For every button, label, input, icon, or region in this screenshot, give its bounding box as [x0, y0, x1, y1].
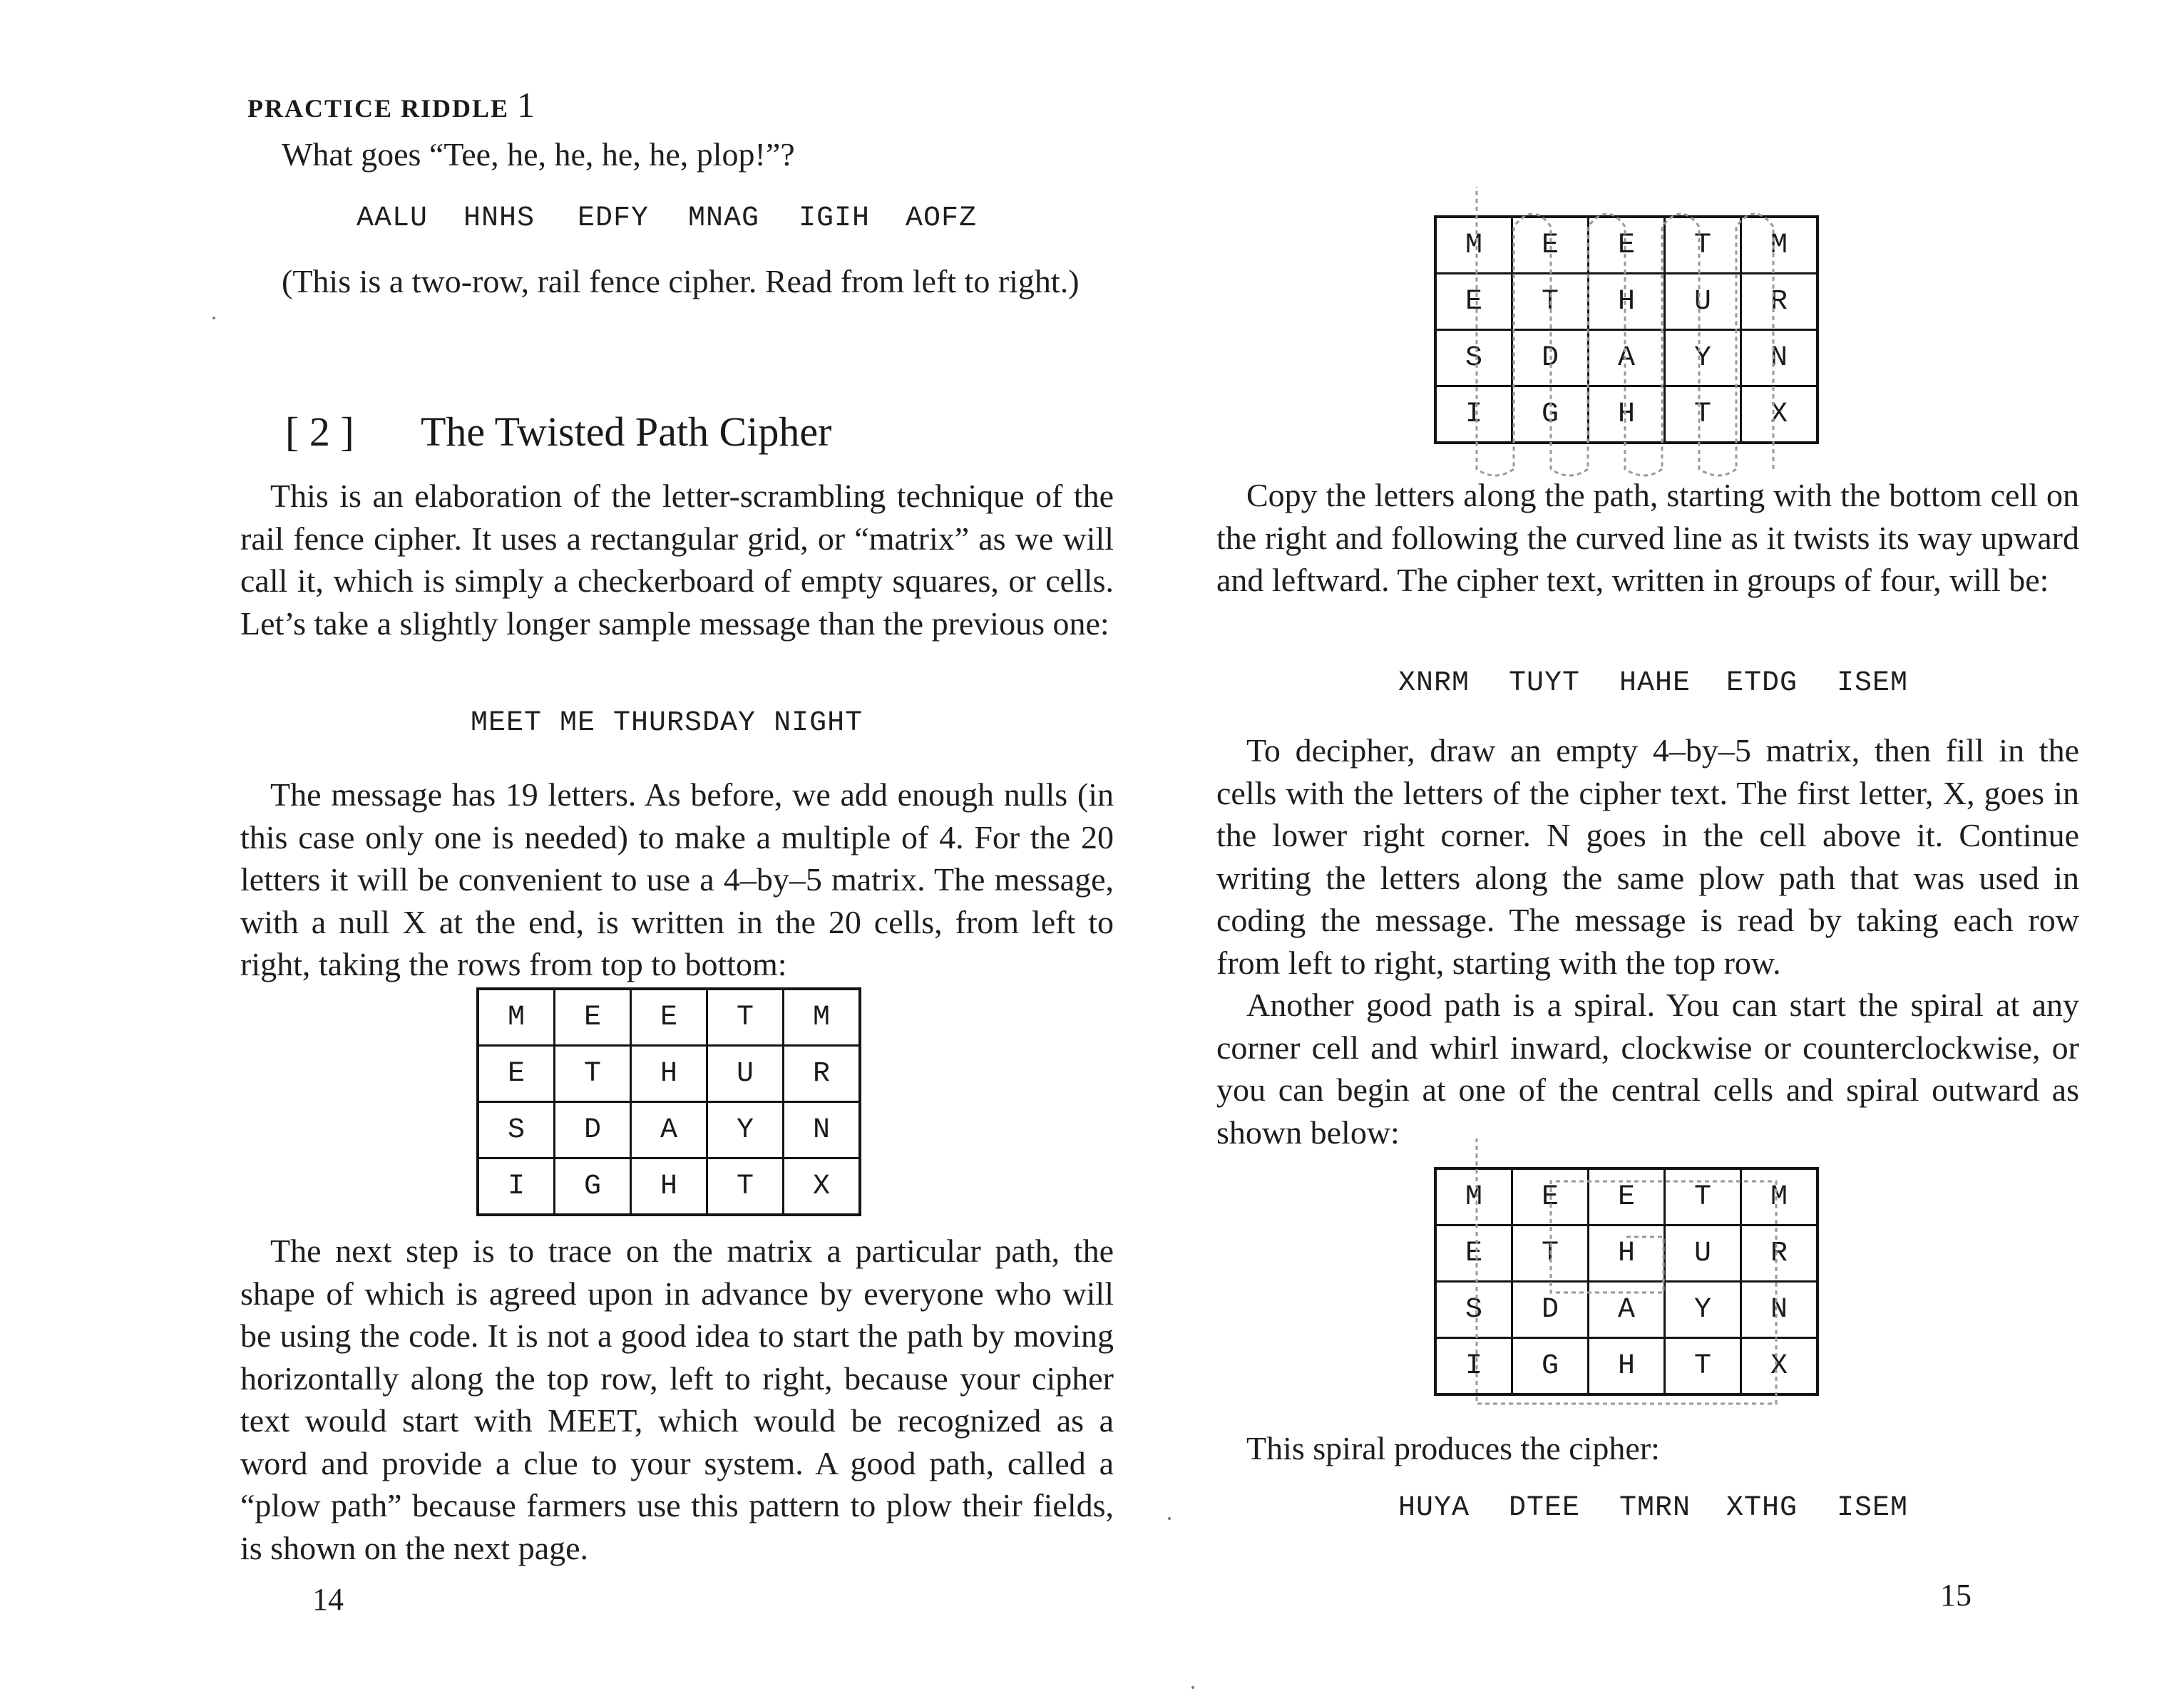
matrix-cell: T — [1512, 1225, 1589, 1282]
matrix-cell: Y — [1665, 1282, 1741, 1338]
matrix-cell: Y — [707, 1102, 784, 1158]
matrix-row — [478, 1102, 860, 1158]
matrix-cell: M — [784, 989, 861, 1046]
spiral-cipher-groups — [1398, 1492, 1908, 1524]
matrix-cell: H — [631, 1046, 707, 1102]
cipher-group: TUYT — [1509, 667, 1581, 699]
paragraph-text: Another good path is a spiral. You can start the spiral at any corner cell and whirl inward, clockwise or counterclockwise, or you can begin at one of the central cells and spiral outward as shown below: — [1216, 987, 2079, 1151]
matrix-cell: N — [1741, 1282, 1818, 1338]
matrix-cell: X — [1741, 1338, 1818, 1395]
matrix-cell: E — [1512, 217, 1589, 274]
scan-speck — [212, 317, 215, 319]
matrix-cell: A — [631, 1102, 707, 1158]
right-page — [1092, 0, 2184, 1701]
matrix-cell: E — [1512, 1168, 1589, 1225]
matrix-cell: D — [1512, 1282, 1589, 1338]
riddle-question — [282, 133, 1123, 176]
paragraph-text: The next step is to trace on the matrix a particular path, the shape of which is agreed upon in advance by everyone who will be using the code. It is not a good idea to start the path by moving horizontally along the top row, left to right, because your cipher text would start with MEET, which would be recognized as a word and provide a clue to your system. A good path, called a “plow path” because farmers use this pattern to plow their fields, is shown on the next page. — [240, 1233, 1114, 1566]
practice-riddle-heading — [247, 84, 536, 125]
paragraph-text: This is an elaboration of the letter-scrambling technique of the rail fence cipher. It uses a rectangular grid, or “matrix” as we will call it, which is simply a checkerboard of empty squares, or cells. Let’s take a slightly longer sample message than the previous one: — [240, 478, 1114, 642]
matrix-row — [1435, 386, 1818, 443]
cipher-group: AALU — [357, 202, 429, 235]
riddle-cipher-groups — [357, 202, 977, 235]
cipher-group: IGIH — [799, 202, 871, 235]
paragraph-text: Copy the letters along the path, starting with the bottom cell on the right and following the curved line as it twists its way upward and leftward. The cipher text, written in groups of four, will be: — [1216, 477, 2079, 598]
matrix-cell: E — [1589, 1168, 1665, 1225]
cipher-group: DTEE — [1509, 1492, 1581, 1524]
matrix-cell: E — [478, 1046, 555, 1102]
paragraph-text: This spiral produces the cipher: — [1246, 1430, 1660, 1466]
paragraph — [1216, 474, 2079, 602]
matrix-cell: S — [1435, 330, 1512, 386]
cipher-group: XTHG — [1726, 1492, 1798, 1524]
riddle-hint — [282, 260, 1123, 303]
cipher-group: HNHS — [463, 202, 535, 235]
matrix-cell: T — [1665, 386, 1741, 443]
matrix-cell: T — [1665, 217, 1741, 274]
cipher-group: AOFZ — [906, 202, 978, 235]
paragraph — [240, 1230, 1114, 1569]
matrix-row — [478, 1046, 860, 1102]
message-matrix — [476, 987, 861, 1216]
matrix-cell: H — [1589, 386, 1665, 443]
matrix-cell: D — [555, 1102, 631, 1158]
matrix-cell: H — [1589, 1225, 1665, 1282]
matrix-row — [478, 1158, 860, 1216]
matrix-cell: R — [784, 1046, 861, 1102]
matrix-row — [1435, 330, 1818, 386]
scan-speck — [1191, 1686, 1194, 1689]
matrix-cell: N — [784, 1102, 861, 1158]
cipher-group: TMRN — [1619, 1492, 1691, 1524]
matrix-cell: M — [1741, 217, 1818, 274]
cipher-group: ISEM — [1837, 1492, 1909, 1524]
paragraph-text: To decipher, draw an empty 4–by–5 matrix, then fill in the cells with the letters of the cipher text. The first letter, X, goes in the lower right corner. N goes in the cell above it. Continue writing the letters along the same plow path that was used in coding the message. The message is read by taking each row from left to right, starting with the top row. — [1216, 732, 2079, 981]
matrix-cell: X — [784, 1158, 861, 1216]
matrix-cell: T — [1665, 1338, 1741, 1395]
page-number: 15 — [1940, 1578, 1972, 1613]
matrix-cell: S — [1435, 1282, 1512, 1338]
plow-cipher-groups — [1398, 667, 1908, 699]
plow-path-matrix — [1434, 215, 1819, 444]
matrix-cell: T — [1512, 274, 1589, 330]
matrix-cell: T — [707, 1158, 784, 1216]
spiral-path-matrix — [1434, 1167, 1819, 1396]
matrix-row — [1435, 1168, 1818, 1225]
matrix-cell: S — [478, 1102, 555, 1158]
matrix-cell: E — [1589, 217, 1665, 274]
riddle-hint-text: (This is a two-row, rail fence cipher. Read from left to right.) — [282, 263, 1080, 299]
matrix-cell: H — [1589, 1338, 1665, 1395]
matrix-cell: I — [478, 1158, 555, 1216]
riddle-number: 1 — [517, 85, 537, 125]
cipher-group: HAHE — [1619, 667, 1691, 699]
matrix-cell: U — [707, 1046, 784, 1102]
matrix-cell: H — [1589, 274, 1665, 330]
matrix-cell: M — [1741, 1168, 1818, 1225]
matrix-cell: R — [1741, 274, 1818, 330]
paragraph — [1216, 729, 2079, 1153]
matrix-row — [1435, 274, 1818, 330]
cipher-group: MNAG — [688, 202, 760, 235]
section-heading — [285, 408, 831, 456]
matrix-cell: E — [555, 989, 631, 1046]
matrix-cell: M — [1435, 1168, 1512, 1225]
cipher-group: ISEM — [1837, 667, 1909, 699]
matrix-row — [478, 989, 860, 1046]
matrix-cell: I — [1435, 386, 1512, 443]
matrix-row — [1435, 1338, 1818, 1395]
cipher-group: ETDG — [1726, 667, 1798, 699]
matrix-cell: D — [1512, 330, 1589, 386]
matrix-cell: E — [1435, 1225, 1512, 1282]
matrix-cell: T — [707, 989, 784, 1046]
paragraph — [1216, 1427, 2079, 1470]
matrix-cell: X — [1741, 386, 1818, 443]
matrix-cell: I — [1435, 1338, 1512, 1395]
matrix-cell: U — [1665, 1225, 1741, 1282]
riddle-question-text: What goes “Tee, he, he, he, he, plop!”? — [282, 136, 795, 173]
matrix-cell: T — [1665, 1168, 1741, 1225]
matrix-cell: Y — [1665, 330, 1741, 386]
matrix-cell: H — [631, 1158, 707, 1216]
matrix-cell: U — [1665, 274, 1741, 330]
matrix-cell: E — [1435, 274, 1512, 330]
matrix-cell: A — [1589, 330, 1665, 386]
paragraph — [240, 774, 1114, 986]
matrix-cell: M — [1435, 217, 1512, 274]
matrix-cell: M — [478, 989, 555, 1046]
matrix-row — [1435, 217, 1818, 274]
cipher-group: XNRM — [1398, 667, 1470, 699]
page-number: 14 — [312, 1582, 344, 1617]
paragraph-text: The message has 19 letters. As before, we add enough nulls (in this case only one is needed) to make a multiple of 4. For the 20 letters it will be convenient to use a 4–by–5 matrix. The message, with a null X at the end, is written in the 20 cells, from left to right, taking the rows from top to bottom: — [240, 776, 1114, 982]
matrix-cell: G — [1512, 1338, 1589, 1395]
cipher-group: EDFY — [578, 202, 650, 235]
riddle-title: PRACTICE RIDDLE — [247, 94, 510, 123]
sample-message: MEET ME THURSDAY NIGHT — [471, 707, 863, 739]
cipher-group: HUYA — [1398, 1492, 1470, 1524]
matrix-cell: E — [631, 989, 707, 1046]
matrix-cell: G — [555, 1158, 631, 1216]
paragraph — [240, 475, 1114, 644]
matrix-row — [1435, 1282, 1818, 1338]
matrix-cell: A — [1589, 1282, 1665, 1338]
matrix-cell: G — [1512, 386, 1589, 443]
matrix-cell: N — [1741, 330, 1818, 386]
section-number: [ 2 ] — [285, 408, 354, 455]
scan-speck — [1168, 1517, 1171, 1520]
matrix-cell: R — [1741, 1225, 1818, 1282]
section-title: The Twisted Path Cipher — [421, 408, 832, 455]
matrix-row — [1435, 1225, 1818, 1282]
matrix-cell: T — [555, 1046, 631, 1102]
